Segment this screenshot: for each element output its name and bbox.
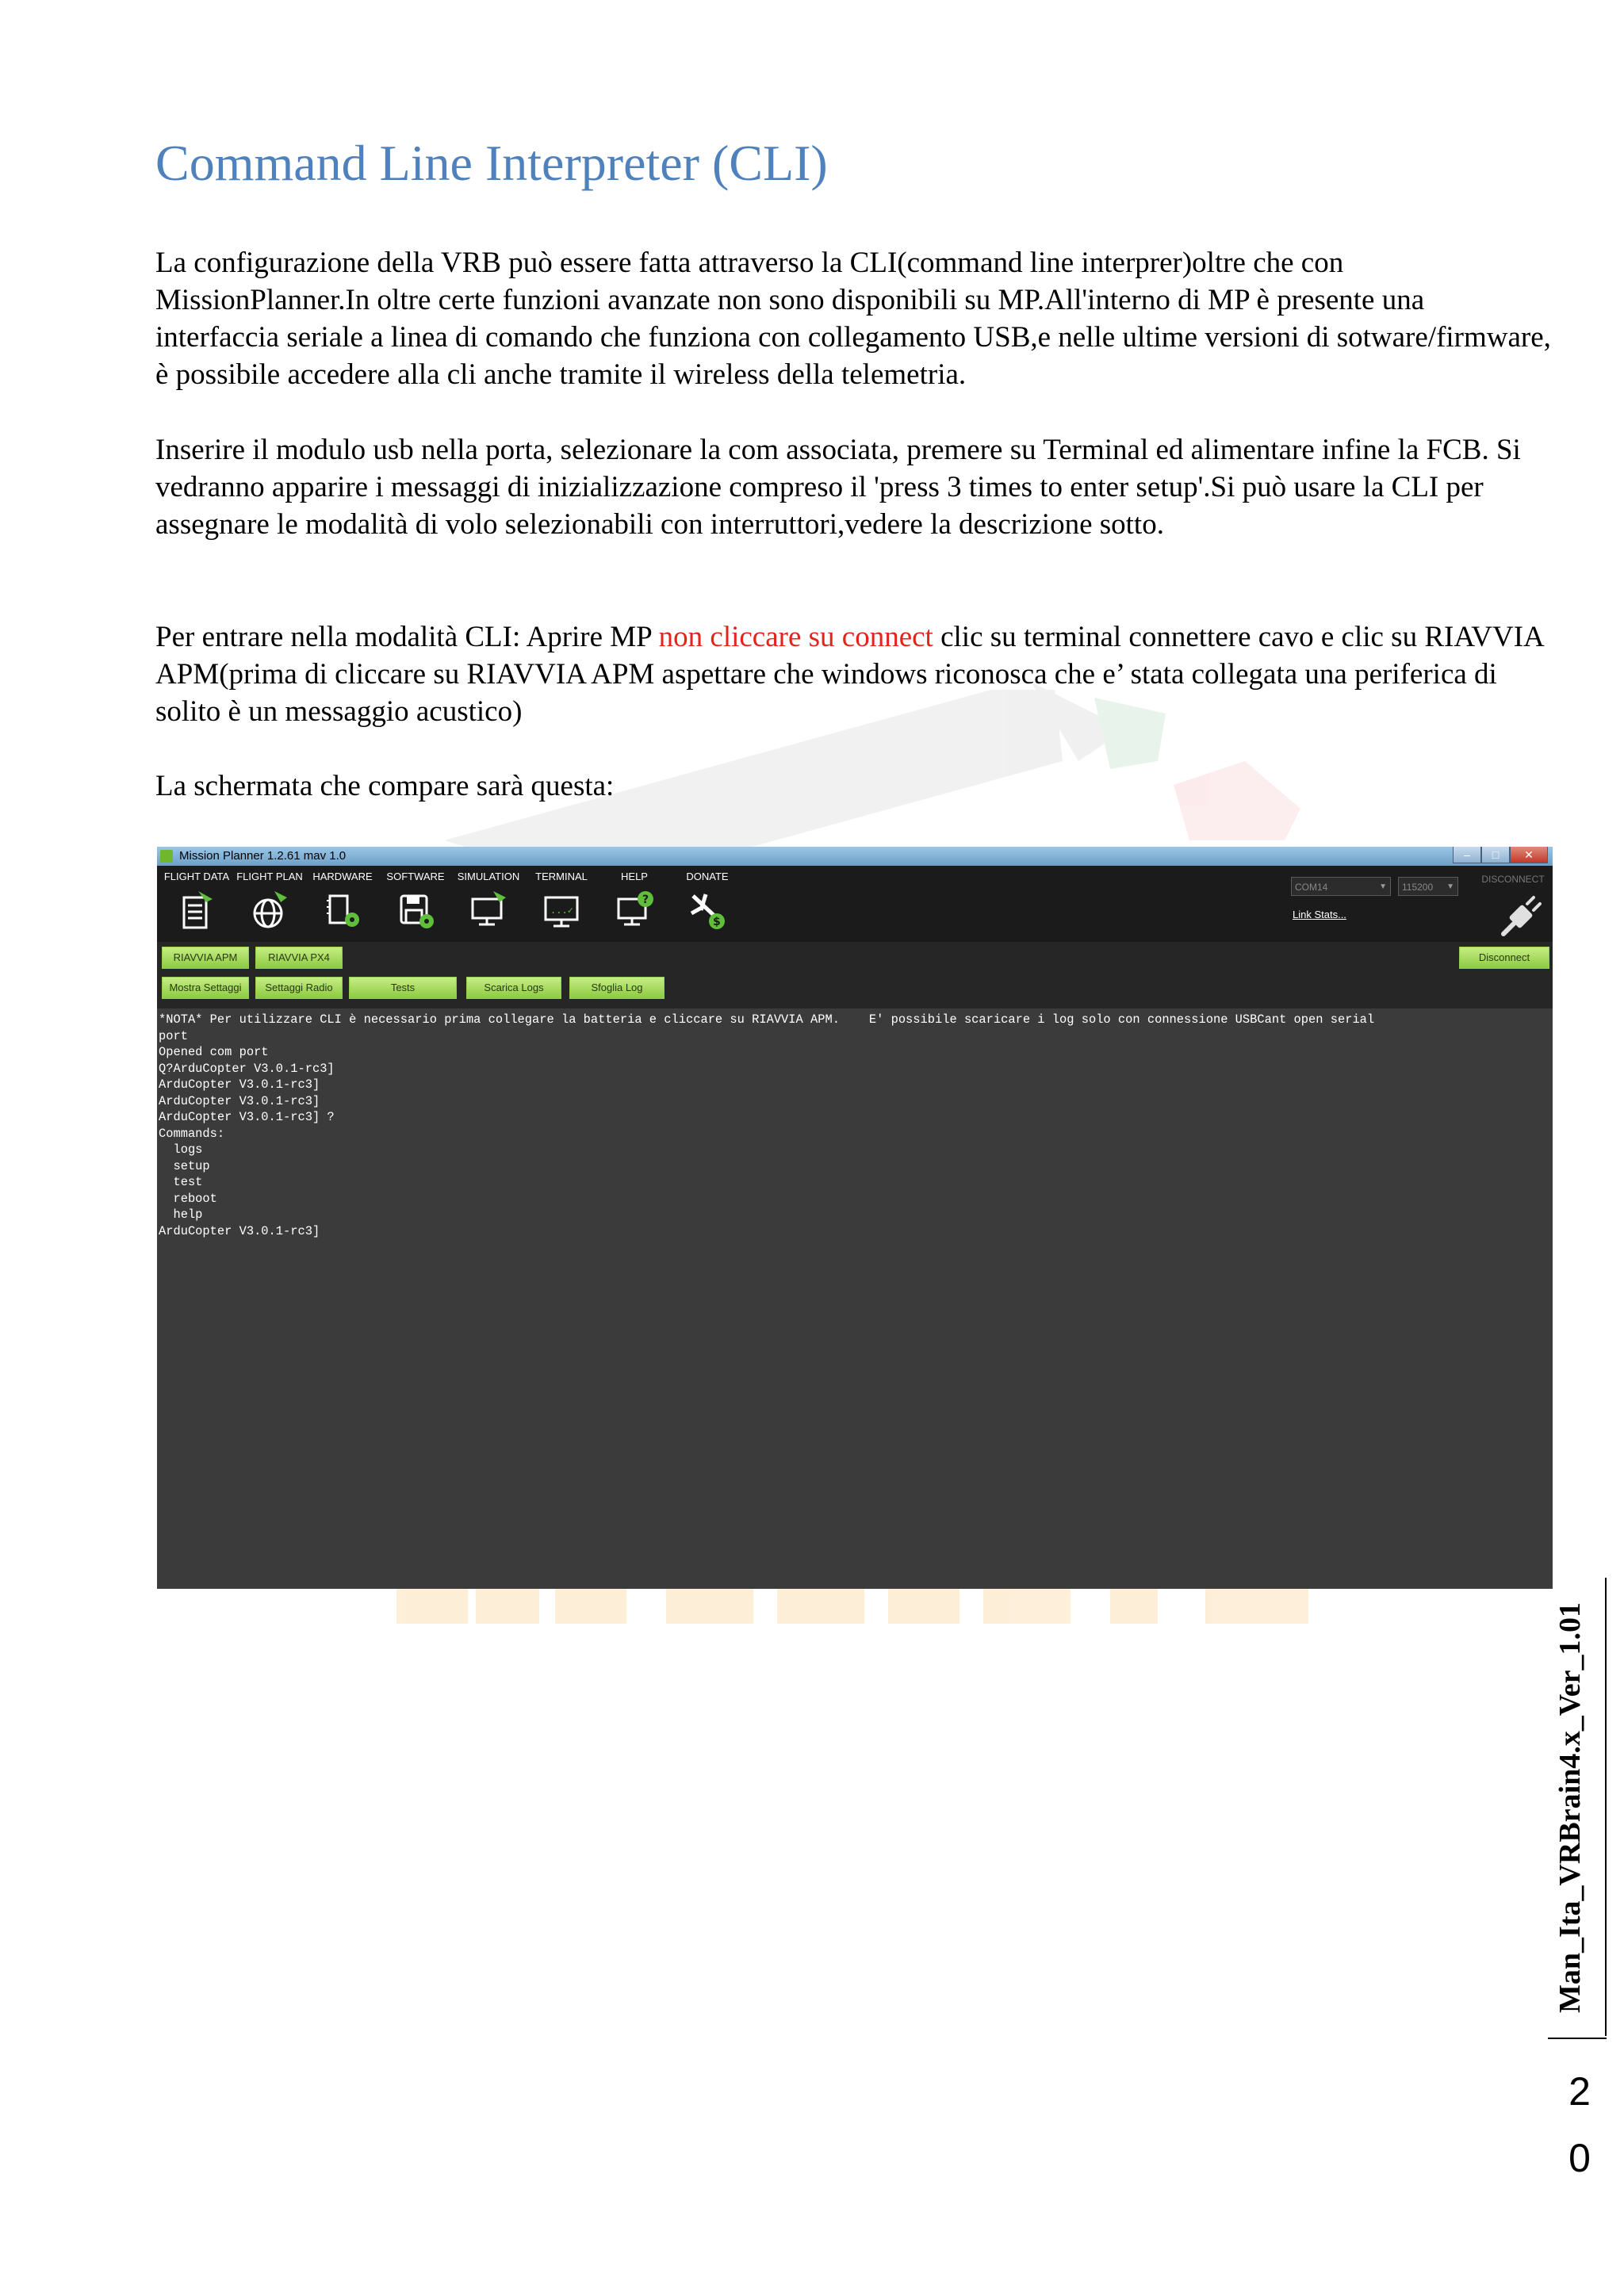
page-title: Command Line Interpreter (CLI): [155, 135, 828, 191]
terminal-toolbar: [157, 942, 1553, 1008]
hardware-icon: [320, 888, 365, 932]
menu-help[interactable]: [598, 871, 671, 932]
window-controls: [1453, 847, 1548, 864]
svg-text:?: ?: [642, 894, 649, 906]
paragraph-screen-caption: La schermata che compare sarà questa:: [155, 770, 615, 802]
paragraph-usb-setup: Inserire il modulo usb nella porta, selezionare la com associata, premere su Terminal ed alimentare infine la FCB. Si vedranno apparire i messaggi di inizializzazione compreso il 'press 3 times to enter setup'.Si può usare la CLI per assegnare le modalità di volo selezionabili con interruttori,vedere la descrizione sotto.: [155, 434, 1521, 541]
sfoglia-log-button[interactable]: Sfoglia Log: [569, 977, 665, 999]
document-id-label: [1554, 1578, 1586, 2038]
enter-cli-text-end: clic su terminal connettere cavo e clic su RIAVVIA APM(prima di cliccare su RIAVVIA APM aspettare che windows riconosca che e’ stata collegata una periferica di solito è un messaggio acustico): [155, 621, 1543, 728]
terminal-output: *NOTA* Per utilizzare CLI è necessario prima collegare la batteria e cliccare su RIAVVIA APM. E' possibile scaricare i log solo con connessione USBCant open serial port Opened com port Q?ArduCopter V3.0.1-rc3] ArduCopter V3.0.1-rc3] ArduCopter V3.0.1-rc3] ArduCopter V3.0.1-rc3] ? Commands: logs setup test reboot help ArduCopter V3.0.1-rc3]: [159, 1012, 1375, 1238]
main-menu: [157, 866, 1553, 942]
mission-planner-screenshot: [157, 847, 1553, 1589]
paragraph-cli-intro: La configurazione della VRB può essere fatta attraverso la CLI(command line interprer)oltre che con MissionPlanner.In oltre certe funzioni avanzate non sono disponibili su MP.All'interno di MP è presente una interfaccia seriale a linea di comando che funziona con collegamento USB,e nelle ultime versioni di sotware/firmware, è possibile accedere alla cli anche tramite il wireless della telemetria.: [155, 247, 1551, 391]
close-button[interactable]: ✕: [1510, 847, 1548, 863]
baud-rate-value: 115200: [1402, 882, 1434, 893]
menu-hardware[interactable]: [306, 871, 379, 932]
menu-flight-plan[interactable]: [233, 871, 306, 932]
disconnect-menu-label[interactable]: DISCONNECT: [1481, 874, 1545, 885]
chevron-down-icon: ▼: [1379, 882, 1387, 891]
menu-simulation[interactable]: [452, 871, 525, 932]
paragraph-enter-cli: [155, 618, 1551, 730]
mostra-settaggi-button[interactable]: Mostra Settaggi: [162, 977, 249, 999]
warning-text: non cliccare su connect: [658, 621, 933, 653]
app-icon: [160, 850, 173, 863]
flight-data-icon: [174, 888, 219, 932]
window-title: Mission Planner 1.2.61 mav 1.0: [179, 849, 347, 863]
menu-software-label: SOFTWARE: [386, 871, 445, 882]
com-port-select[interactable]: [1291, 877, 1391, 896]
riavvia-px4-button[interactable]: RIAVVIA PX4: [255, 947, 343, 969]
scarica-logs-button[interactable]: Scarica Logs: [466, 977, 561, 999]
baud-rate-select[interactable]: [1398, 877, 1458, 896]
maximize-button[interactable]: □: [1481, 847, 1510, 863]
footer-rule-vertical: [1605, 1578, 1607, 2036]
menu-simulation-label: SIMULATION: [457, 871, 520, 882]
terminal-output-area[interactable]: [157, 1008, 1553, 1589]
menu-flight-data[interactable]: [160, 871, 233, 932]
menu-help-label: HELP: [621, 871, 648, 882]
flight-plan-icon: [247, 888, 292, 932]
software-icon: [393, 888, 438, 932]
menu-donate[interactable]: [671, 871, 744, 932]
terminal-icon: [539, 888, 584, 932]
svg-text:$: $: [713, 916, 721, 928]
help-icon: [612, 888, 657, 932]
menu-donate-label: DONATE: [686, 871, 729, 882]
riavvia-apm-button[interactable]: RIAVVIA APM: [162, 947, 249, 969]
disconnect-button[interactable]: Disconnect: [1459, 947, 1549, 969]
window-titlebar: [157, 847, 1553, 866]
enter-cli-text-start: Per entrare nella modalità CLI: Aprire MP: [155, 621, 659, 653]
donate-icon: [685, 888, 730, 932]
document-id-text: Man_Ita_VRBrain4.x_Ver_1.01: [1553, 1602, 1588, 2013]
plug-icon[interactable]: [1497, 893, 1545, 940]
page-number: 2 0: [1568, 2069, 1591, 2180]
menu-flight-data-label: FLIGHT DATA: [163, 871, 230, 882]
tests-button[interactable]: Tests: [349, 977, 457, 999]
menu-hardware-label: HARDWARE: [312, 871, 373, 882]
link-stats-link[interactable]: Link Stats...: [1293, 909, 1346, 920]
minimize-button[interactable]: –: [1453, 847, 1481, 863]
settaggi-radio-button[interactable]: Settaggi Radio: [255, 977, 343, 999]
com-port-value: COM14: [1295, 882, 1328, 893]
menu-software[interactable]: [379, 871, 452, 932]
menu-flight-plan-label: FLIGHT PLAN: [236, 871, 303, 882]
simulation-icon: [466, 888, 511, 932]
footer-rule-horizontal: [1548, 2038, 1607, 2039]
menu-terminal-label: TERMINAL: [535, 871, 588, 882]
menu-terminal[interactable]: [525, 871, 598, 932]
chevron-down-icon: ▼: [1446, 882, 1454, 891]
svg-text:...✓: ...✓: [550, 905, 573, 916]
